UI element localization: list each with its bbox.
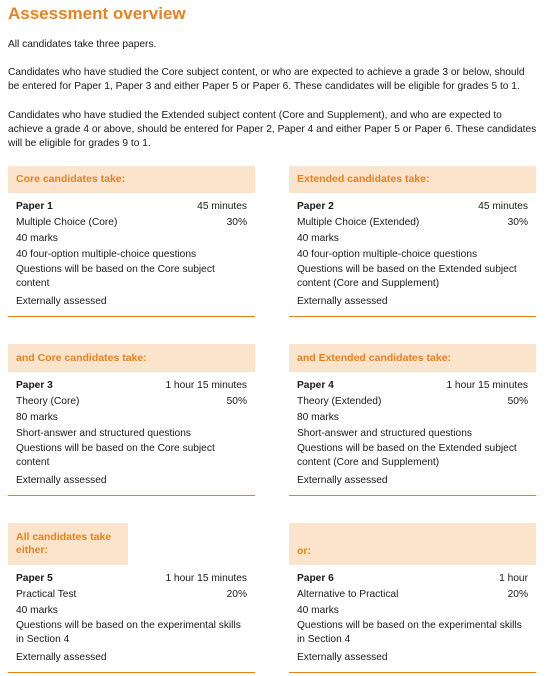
paper-type: Theory (Core): [16, 396, 80, 407]
box-heading: and Core candidates take:: [8, 344, 255, 372]
paper-detail: Externally assessed: [16, 475, 107, 486]
paper-marks: 40 marks: [16, 605, 58, 616]
paper-detail: Questions will be based on the experimental skills in Section 4: [16, 620, 241, 645]
paper-weighting: 30%: [226, 217, 247, 228]
paper-name: Paper 3: [16, 380, 53, 391]
paper-name: Paper 6: [297, 573, 334, 584]
paper-detail: Externally assessed: [297, 296, 388, 307]
paper-duration: 1 hour 15 minutes: [165, 573, 247, 584]
paper-marks: 80 marks: [16, 412, 58, 423]
paper-name: Paper 1: [16, 201, 53, 212]
paper-weighting: 30%: [507, 217, 528, 228]
paper-weighting: 50%: [226, 396, 247, 407]
paper-name: Paper 5: [16, 573, 53, 584]
intro-paragraph-3: Candidates who have studied the Extended subject content (Core and Supplement), and who are expected to achieve a grade 4 or above, should be entered for Paper 2, Paper 4 and either Paper 5 or Paper 6. These candidates will be eligible for grades 9 to 1.: [8, 110, 537, 149]
paper-type: Practical Test: [16, 589, 77, 600]
page-title: Assessment overview: [8, 4, 186, 23]
paper-duration: 45 minutes: [478, 201, 528, 212]
paper-type: Theory (Extended): [297, 396, 382, 407]
paper-detail: Questions will be based on the experimental skills in Section 4: [297, 620, 522, 645]
paper-detail: Externally assessed: [297, 475, 388, 486]
paper-duration: 1 hour 15 minutes: [446, 380, 528, 391]
paper-detail: Externally assessed: [16, 652, 107, 663]
paper-detail: Questions will be based on the Core subject content: [16, 264, 215, 289]
paper-detail: Short-answer and structured questions: [297, 428, 472, 439]
paper-duration: 45 minutes: [197, 201, 247, 212]
paper-detail: 40 four-option multiple-choice questions: [16, 249, 197, 260]
intro-paragraph-2: Candidates who have studied the Core subject content, or who are expected to achieve a grade 3 or below, should be entered for Paper 1, Paper 3 and either Paper 5 or Paper 6. These candidates will be eligible for grades 5 to 1.: [8, 67, 525, 92]
paper-detail: Questions will be based on the Extended subject content (Core and Supplement): [297, 264, 517, 289]
paper-detail: Questions will be based on the Extended subject content (Core and Supplement): [297, 443, 517, 468]
intro-paragraph-1: All candidates take three papers.: [8, 39, 157, 50]
paper-box-core-1: [8, 166, 255, 317]
paper-detail: Externally assessed: [297, 652, 388, 663]
paper-detail: Short-answer and structured questions: [16, 428, 191, 439]
paper-marks: 40 marks: [16, 233, 58, 244]
box-heading: Extended candidates take:: [289, 166, 536, 193]
paper-duration: 1 hour 15 minutes: [165, 380, 247, 391]
paper-weighting: 50%: [507, 396, 528, 407]
paper-detail: Questions will be based on the Core subject content: [16, 443, 215, 468]
paper-name: Paper 4: [297, 380, 334, 391]
paper-box-all-6: [289, 523, 536, 673]
paper-box-core-3: [8, 344, 255, 496]
paper-duration: 1 hour: [499, 573, 528, 584]
paper-box-all-5: [8, 523, 255, 673]
box-heading: All candidates take either:: [8, 523, 128, 565]
paper-detail: Externally assessed: [16, 296, 107, 307]
box-heading: Core candidates take:: [8, 166, 255, 193]
paper-weighting: 20%: [507, 589, 528, 600]
paper-box-extended-4: [289, 344, 536, 496]
paper-name: Paper 2: [297, 201, 334, 212]
box-heading: and Extended candidates take:: [289, 344, 536, 372]
paper-type: Alternative to Practical: [297, 589, 399, 600]
paper-detail: 40 four-option multiple-choice questions: [297, 249, 478, 260]
paper-weighting: 20%: [226, 589, 247, 600]
paper-box-extended-2: [289, 166, 536, 317]
paper-type: Multiple Choice (Core): [16, 217, 118, 228]
paper-marks: 40 marks: [297, 605, 339, 616]
paper-marks: 80 marks: [297, 412, 339, 423]
paper-type: Multiple Choice (Extended): [297, 217, 420, 228]
box-heading: or:: [289, 523, 536, 565]
paper-marks: 40 marks: [297, 233, 339, 244]
